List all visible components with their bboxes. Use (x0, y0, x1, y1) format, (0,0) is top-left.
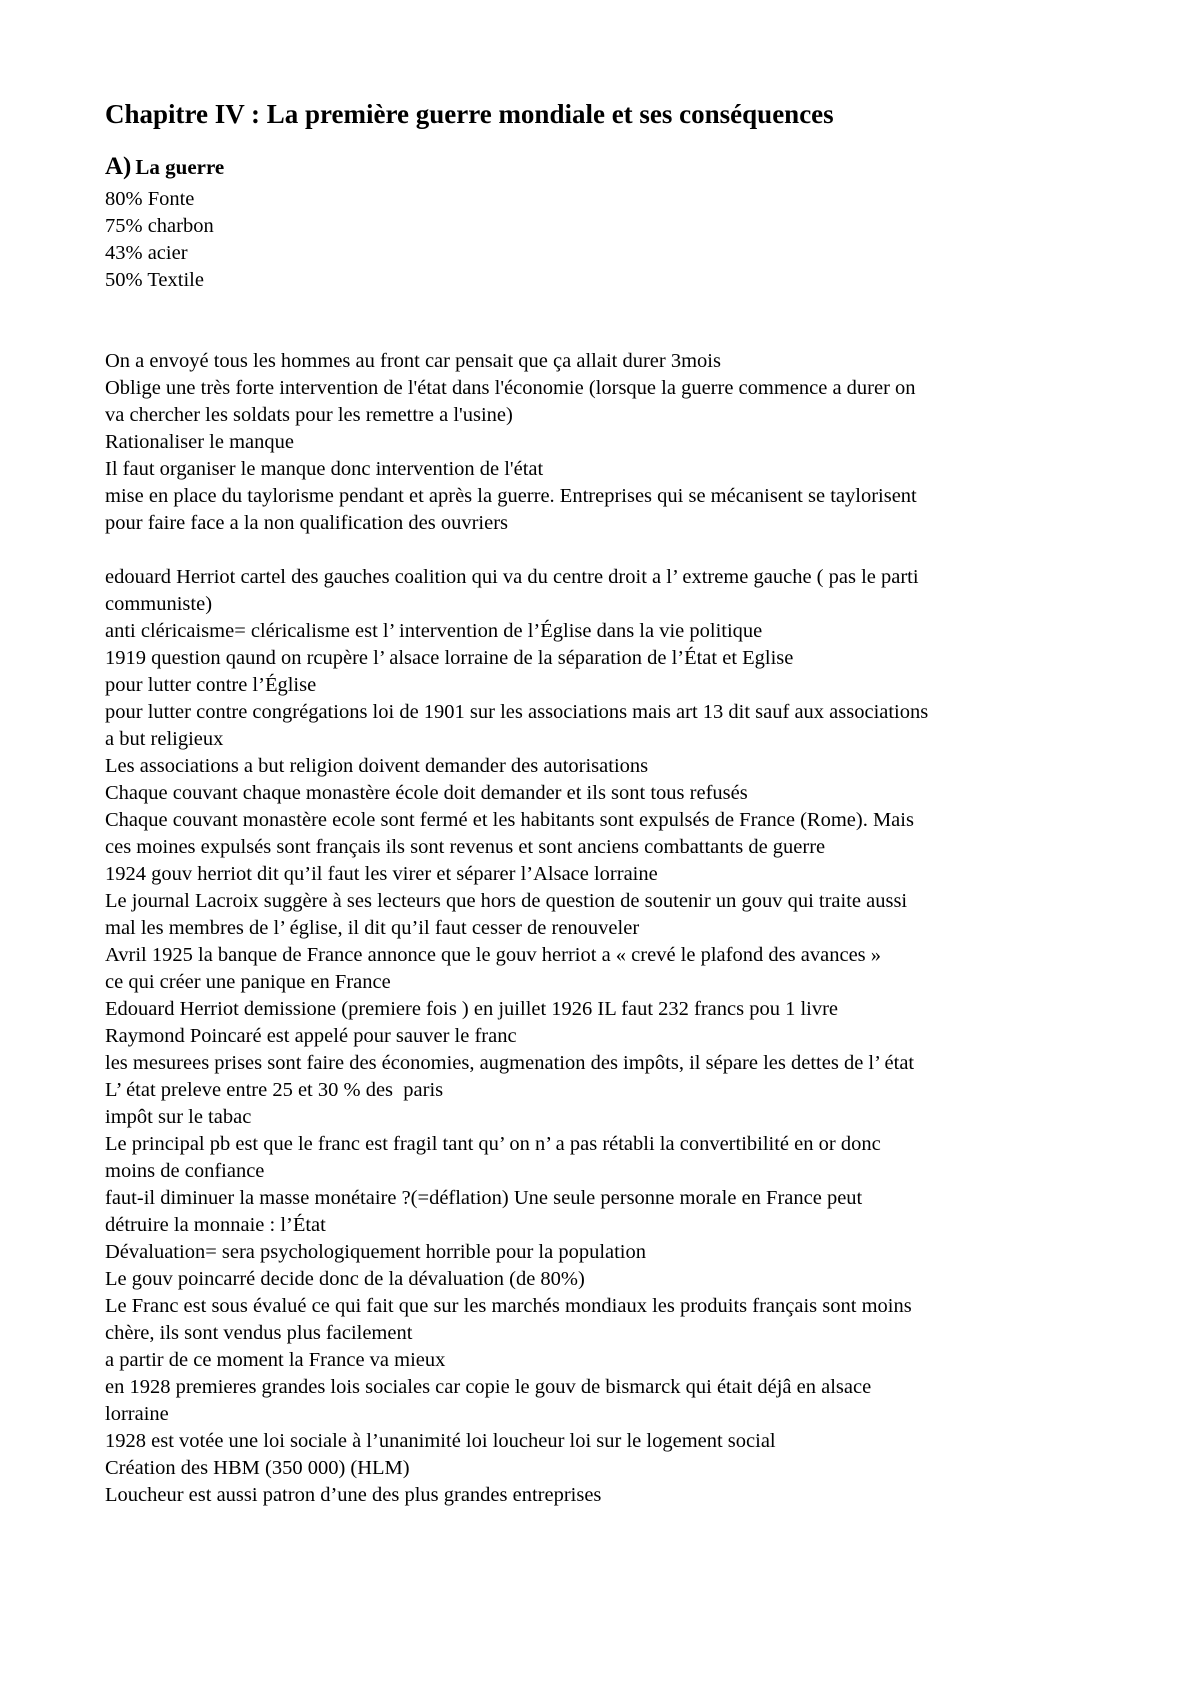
blank-line (105, 537, 1120, 564)
text-line: ces moines expulsés sont français ils sont revenus et sont anciens combattants de guerre (105, 836, 826, 858)
text-line: 50% Textile (105, 269, 204, 291)
document-title: Chapitre IV : La première guerre mondiale et ses conséquences (105, 99, 834, 129)
blank-line (105, 321, 1120, 348)
text-line: 1928 est votée une loi sociale à l’unanimité loi loucheur loi sur le logement social (105, 1430, 776, 1452)
text-line: Il faut organiser le manque donc intervention de l'état (105, 458, 544, 480)
text-line: 43% acier (105, 242, 188, 264)
text-line: Le journal Lacroix suggère à ses lecteurs que hors de question de soutenir un gouv qui traite aussi (105, 890, 908, 912)
text-line: Avril 1925 la banque de France annonce que le gouv herriot a « crevé le plafond des avances » (105, 944, 882, 966)
text-line: communiste) (105, 593, 213, 615)
text-line: Edouard Herriot demissione (premiere fois ) en juillet 1926 IL faut 232 francs pou 1 livre (105, 998, 839, 1020)
text-line: Rationaliser le manque (105, 431, 294, 453)
text-line: en 1928 premieres grandes lois sociales car copie le gouv de bismarck qui était déjâ en alsace (105, 1376, 872, 1398)
text-line: pour lutter contre l’Église (105, 674, 317, 696)
text-line: Chaque couvant chaque monastère école doit demander et ils sont tous refusés (105, 782, 748, 804)
text-line: Oblige une très forte intervention de l'état dans l'économie (lorsque la guerre commence a durer on (105, 377, 916, 399)
text-line: 75% charbon (105, 215, 214, 237)
text-line: Le gouv poincarré decide donc de la dévaluation (de 80%) (105, 1268, 585, 1290)
document-body (105, 186, 1120, 1509)
text-line: 1924 gouv herriot dit qu’il faut les virer et séparer l’Alsace lorraine (105, 863, 658, 885)
text-line: pour faire face a la non qualification des ouvriers (105, 512, 508, 534)
text-line: détruire la monnaie : l’État (105, 1214, 326, 1236)
text-line: a partir de ce moment la France va mieux (105, 1349, 446, 1371)
text-line: mal les membres de l’ église, il dit qu’il faut cesser de renouveler (105, 917, 640, 939)
text-line: moins de confiance (105, 1160, 265, 1182)
text-line: 80% Fonte (105, 188, 195, 210)
text-line: a but religieux (105, 728, 224, 750)
section-label: La guerre (135, 155, 225, 179)
text-line: les mesurees prises sont faire des économies, augmenation des impôts, il sépare les dettes de l’ état (105, 1052, 915, 1074)
text-line: On a envoyé tous les hommes au front car pensait que ça allait durer 3mois (105, 350, 721, 372)
section-heading (105, 150, 1120, 186)
text-line: anti cléricaisme= cléricalisme est l’ intervention de l’Église dans la vie politique (105, 620, 763, 642)
text-line: chère, ils sont vendus plus facilement (105, 1322, 413, 1344)
text-line: impôt sur le tabac (105, 1106, 252, 1128)
text-line: ce qui créer une panique en France (105, 971, 391, 993)
text-line: L’ état preleve entre 25 et 30 % des paris (105, 1079, 444, 1101)
text-line: va chercher les soldats pour les remettre a l'usine) (105, 404, 513, 426)
text-line: Le Franc est sous évalué ce qui fait que sur les marchés mondiaux les produits français sont moins (105, 1295, 912, 1317)
text-line: mise en place du taylorisme pendant et après la guerre. Entreprises qui se mécanisent se taylorisent (105, 485, 917, 507)
text-line: Dévaluation= sera psychologiquement horrible pour la population (105, 1241, 647, 1263)
text-line: Le principal pb est que le franc est fragil tant qu’ on n’ a pas rétabli la convertibilité en or donc (105, 1133, 881, 1155)
text-line: pour lutter contre congrégations loi de 1901 sur les associations mais art 13 dit sauf aux associations (105, 701, 929, 723)
text-line: Loucheur est aussi patron d’une des plus grandes entreprises (105, 1484, 602, 1506)
text-line: 1919 question qaund on rcupère l’ alsace lorraine de la séparation de l’État et Eglise (105, 647, 794, 669)
text-line: faut-il diminuer la masse monétaire ?(=déflation) Une seule personne morale en France peut (105, 1187, 863, 1209)
text-line: Raymond Poincaré est appelé pour sauver le franc (105, 1025, 517, 1047)
section-marker: A) (105, 153, 132, 180)
text-line: edouard Herriot cartel des gauches coalition qui va du centre droit a l’ extreme gauche ( pas le parti (105, 566, 919, 588)
text-line: lorraine (105, 1403, 169, 1425)
text-line: Création des HBM (350 000) (HLM) (105, 1457, 410, 1479)
blank-line (105, 294, 1120, 321)
text-line: Chaque couvant monastère ecole sont fermé et les habitants sont expulsés de France (Rome). Mais (105, 809, 914, 831)
text-line: Les associations a but religion doivent demander des autorisations (105, 755, 649, 777)
